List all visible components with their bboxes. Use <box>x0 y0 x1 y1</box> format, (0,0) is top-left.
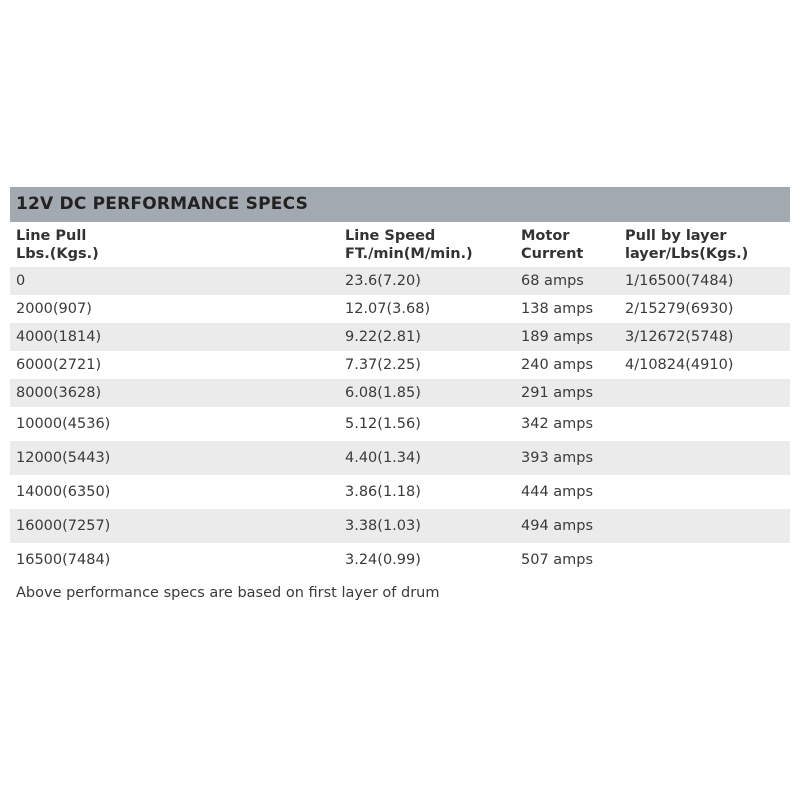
cell-pull-by-layer: 2/15279(6930) <box>625 301 734 317</box>
table-row <box>10 379 790 407</box>
cell-pull-by-layer <box>619 475 790 509</box>
cell-pull-by-layer: 4/10824(4910) <box>625 357 734 373</box>
cell-line-pull: 14000(6350) <box>16 484 111 500</box>
cell-motor-current: 138 amps <box>521 301 594 317</box>
header-line-speed: Line Speed FT./min(M/min.) <box>345 227 473 262</box>
cell-motor-current: 291 amps <box>515 379 619 407</box>
cell-line-pull: 10000(4536) <box>16 416 111 432</box>
specs-table <box>10 222 790 577</box>
cell-line-pull: 2000(907) <box>16 301 92 317</box>
specs-footnote: Above performance specs are based on first layer of drum <box>16 585 440 601</box>
cell-motor-current: 342 amps <box>521 416 594 432</box>
cell-line-pull: 8000(3628) <box>10 379 339 407</box>
cell-pull-by-layer <box>619 543 790 577</box>
cell-pull-by-layer <box>619 407 790 441</box>
cell-pull-by-layer <box>619 379 790 407</box>
header-row <box>10 222 790 267</box>
cell-pull-by-layer <box>619 509 790 543</box>
cell-line-speed: 12.07(3.68) <box>345 301 431 317</box>
cell-line-pull: 12000(5443) <box>10 441 339 475</box>
performance-specs <box>10 187 790 601</box>
table-row <box>10 323 790 351</box>
cell-pull-by-layer: 3/12672(5748) <box>619 323 790 351</box>
cell-line-speed: 5.12(1.56) <box>345 416 421 432</box>
cell-line-speed: 6.08(1.85) <box>339 379 515 407</box>
cell-line-speed: 23.6(7.20) <box>339 267 515 295</box>
cell-line-speed: 3.38(1.03) <box>339 509 515 543</box>
table-row <box>10 267 790 295</box>
cell-line-pull: 0 <box>10 267 339 295</box>
cell-line-speed: 4.40(1.34) <box>339 441 515 475</box>
cell-line-speed: 3.24(0.99) <box>345 552 421 568</box>
cell-motor-current: 240 amps <box>521 357 594 373</box>
cell-line-speed: 7.37(2.25) <box>345 357 421 373</box>
cell-line-speed: 3.86(1.18) <box>345 484 421 500</box>
table-row <box>10 351 790 379</box>
table-row <box>10 475 790 509</box>
cell-line-pull: 4000(1814) <box>10 323 339 351</box>
header-pull-by-layer: Pull by layer layer/Lbs(Kgs.) <box>625 227 749 262</box>
cell-line-pull: 16000(7257) <box>10 509 339 543</box>
header-line-pull: Line Pull Lbs.(Kgs.) <box>16 227 99 262</box>
cell-motor-current: 507 amps <box>521 552 594 568</box>
cell-motor-current: 68 amps <box>515 267 619 295</box>
cell-motor-current: 494 amps <box>515 509 619 543</box>
cell-pull-by-layer: 1/16500(7484) <box>619 267 790 295</box>
cell-motor-current: 189 amps <box>515 323 619 351</box>
cell-line-pull: 16500(7484) <box>16 552 111 568</box>
cell-motor-current: 444 amps <box>521 484 594 500</box>
cell-line-pull: 6000(2721) <box>16 357 102 373</box>
cell-pull-by-layer <box>619 441 790 475</box>
table-row <box>10 509 790 543</box>
cell-motor-current: 393 amps <box>515 441 619 475</box>
table-row <box>10 543 790 577</box>
cell-line-speed: 9.22(2.81) <box>339 323 515 351</box>
specs-title: 12V DC PERFORMANCE SPECS <box>10 187 790 222</box>
table-row <box>10 441 790 475</box>
table-row <box>10 295 790 323</box>
table-row <box>10 407 790 441</box>
header-motor-current: Motor Current <box>521 227 584 262</box>
